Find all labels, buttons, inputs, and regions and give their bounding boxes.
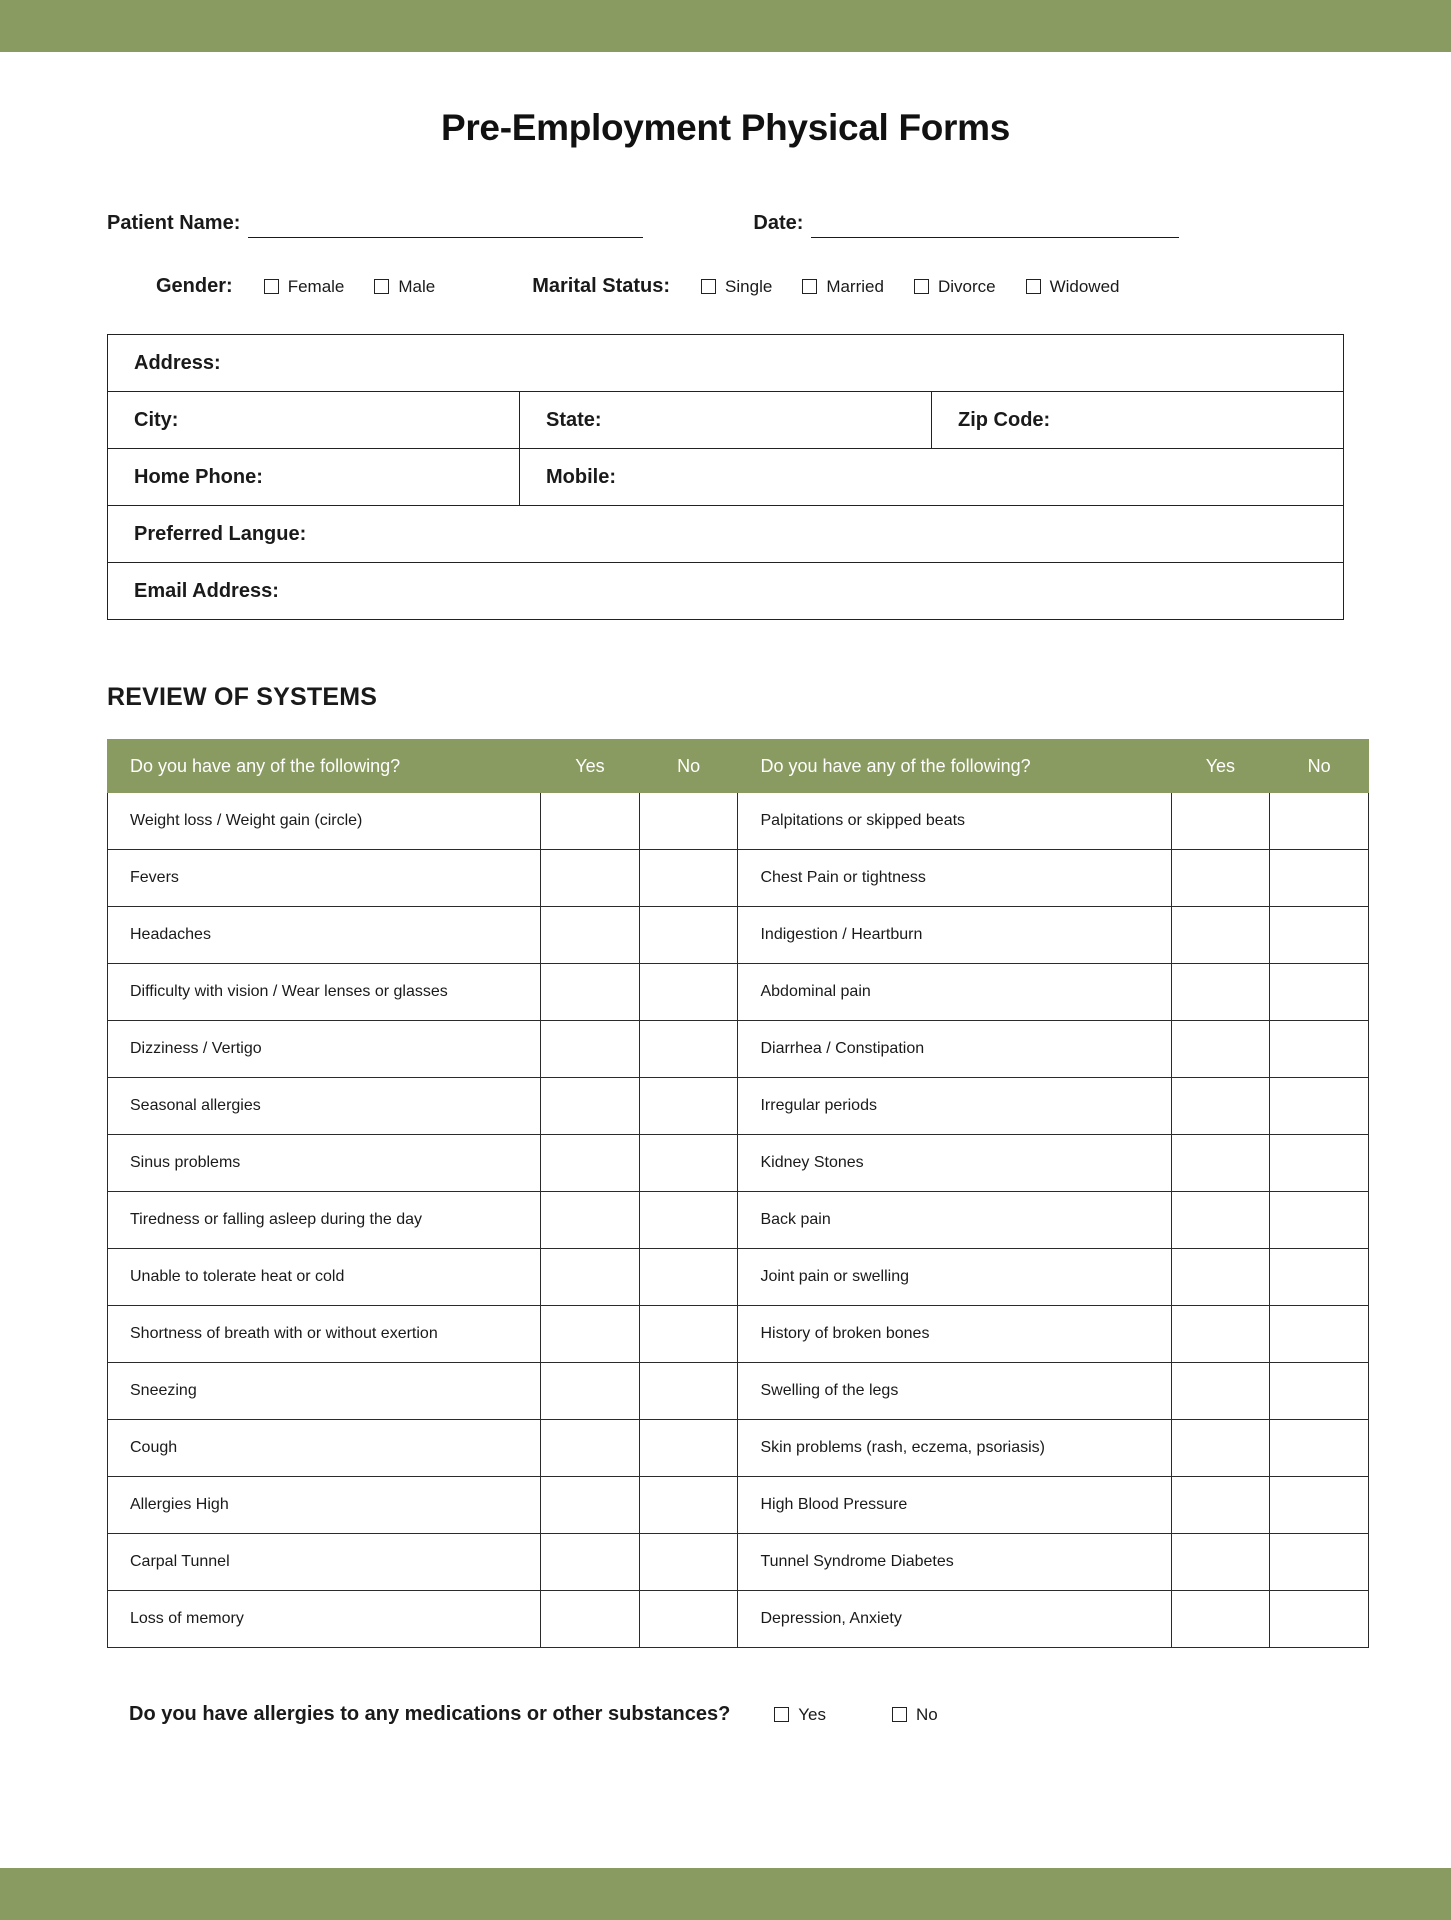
symptom-right-no-cell[interactable] <box>1270 1078 1369 1135</box>
symptom-label-right: Depression, Anxiety <box>738 1591 1171 1648</box>
symptom-right-yes-cell[interactable] <box>1171 1477 1270 1534</box>
symptom-label-left: Dizziness / Vertigo <box>108 1021 541 1078</box>
allergy-option-no[interactable] <box>892 1705 938 1725</box>
allergy-option-yes-label: Yes <box>798 1704 827 1724</box>
symptom-left-no-cell[interactable] <box>639 964 738 1021</box>
symptom-right-yes-cell[interactable] <box>1171 793 1270 850</box>
symptom-right-no-cell[interactable] <box>1270 850 1369 907</box>
table-row <box>108 506 1344 563</box>
checkbox-icon[interactable] <box>264 279 279 294</box>
email-address-cell[interactable]: Email Address: <box>108 563 1344 620</box>
symptom-right-yes-cell[interactable] <box>1171 1021 1270 1078</box>
symptom-label-right: Back pain <box>738 1192 1171 1249</box>
symptom-label-left: Allergies High <box>108 1477 541 1534</box>
symptom-label-left: Shortness of breath with or without exertion <box>108 1306 541 1363</box>
symptom-right-no-cell[interactable] <box>1270 1135 1369 1192</box>
table-row <box>108 563 1344 620</box>
patient-name-label: Patient Name: <box>107 212 241 234</box>
review-table-body <box>108 793 1369 1648</box>
city-cell[interactable]: City: <box>108 392 520 449</box>
allergy-question-row <box>107 1703 1344 1726</box>
symptom-label-right: History of broken bones <box>738 1306 1171 1363</box>
symptom-right-yes-cell[interactable] <box>1171 850 1270 907</box>
form-content <box>0 52 1451 1726</box>
symptom-left-yes-cell[interactable] <box>541 1249 640 1306</box>
symptom-right-no-cell[interactable] <box>1270 1192 1369 1249</box>
header-right-yes: Yes <box>1171 740 1270 793</box>
marital-option-single[interactable] <box>701 277 772 297</box>
checkbox-icon[interactable] <box>774 1707 789 1722</box>
review-table-head <box>108 740 1369 793</box>
table-row <box>108 1249 1369 1306</box>
symptom-label-right: Palpitations or skipped beats <box>738 793 1171 850</box>
table-row <box>108 1363 1369 1420</box>
symptom-right-yes-cell[interactable] <box>1171 964 1270 1021</box>
marital-option-widowed[interactable] <box>1026 277 1120 297</box>
symptom-right-yes-cell[interactable] <box>1171 1306 1270 1363</box>
symptom-right-no-cell[interactable] <box>1270 1534 1369 1591</box>
zip-code-cell[interactable]: Zip Code: <box>932 392 1344 449</box>
table-row <box>108 907 1369 964</box>
symptom-label-left: Fevers <box>108 850 541 907</box>
symptom-left-yes-cell[interactable] <box>541 1306 640 1363</box>
symptom-label-right: Diarrhea / Constipation <box>738 1021 1171 1078</box>
symptom-left-yes-cell[interactable] <box>541 850 640 907</box>
symptom-left-yes-cell[interactable] <box>541 1534 640 1591</box>
symptom-left-yes-cell[interactable] <box>541 1591 640 1648</box>
symptom-label-left: Difficulty with vision / Wear lenses or glasses <box>108 964 541 1021</box>
symptom-label-right: High Blood Pressure <box>738 1477 1171 1534</box>
table-row <box>108 392 1344 449</box>
symptom-right-yes-cell[interactable] <box>1171 1249 1270 1306</box>
marital-option-single-label: Single <box>725 276 773 296</box>
symptom-left-no-cell[interactable] <box>639 1021 738 1078</box>
table-row <box>108 964 1369 1021</box>
date-field[interactable] <box>753 211 1179 238</box>
gender-option-male-label: Male <box>398 276 436 296</box>
symptom-left-no-cell[interactable] <box>639 1192 738 1249</box>
patient-name-input[interactable] <box>248 211 643 238</box>
symptom-label-right: Kidney Stones <box>738 1135 1171 1192</box>
allergy-question-label: Do you have allergies to any medications or other substances? <box>129 1703 731 1725</box>
checkbox-icon[interactable] <box>892 1707 907 1722</box>
symptom-right-no-cell[interactable] <box>1270 1249 1369 1306</box>
marital-option-divorce-label: Divorce <box>937 276 996 296</box>
allergy-option-yes[interactable] <box>774 1705 826 1725</box>
table-row <box>108 1591 1369 1648</box>
symptom-right-yes-cell[interactable] <box>1171 1135 1270 1192</box>
review-of-systems-heading: REVIEW OF SYSTEMS <box>107 683 378 711</box>
symptom-label-left: Sinus problems <box>108 1135 541 1192</box>
marital-option-divorce[interactable] <box>914 277 996 297</box>
top-decorative-band <box>0 0 1451 52</box>
symptom-right-no-cell[interactable] <box>1270 1420 1369 1477</box>
symptom-right-yes-cell[interactable] <box>1171 907 1270 964</box>
allergy-option-no-label: No <box>916 1704 938 1724</box>
symptom-left-yes-cell[interactable] <box>541 1021 640 1078</box>
table-header-row <box>108 740 1369 793</box>
symptom-right-no-cell[interactable] <box>1270 907 1369 964</box>
table-row <box>108 793 1369 850</box>
symptom-label-left: Seasonal allergies <box>108 1078 541 1135</box>
symptom-right-yes-cell[interactable] <box>1171 1534 1270 1591</box>
symptom-left-no-cell[interactable] <box>639 1477 738 1534</box>
marital-option-widowed-label: Widowed <box>1049 276 1120 296</box>
symptom-left-yes-cell[interactable] <box>541 907 640 964</box>
symptom-right-no-cell[interactable] <box>1270 793 1369 850</box>
address-cell[interactable]: Address: <box>108 335 1344 392</box>
symptom-left-yes-cell[interactable] <box>541 1420 640 1477</box>
table-row <box>108 1021 1369 1078</box>
table-row <box>108 1477 1369 1534</box>
table-row <box>108 1534 1369 1591</box>
symptom-right-no-cell[interactable] <box>1270 964 1369 1021</box>
bottom-decorative-band <box>0 1868 1451 1920</box>
symptom-label-right: Joint pain or swelling <box>738 1249 1171 1306</box>
symptom-label-right: Abdominal pain <box>738 964 1171 1021</box>
patient-name-field[interactable] <box>107 211 643 238</box>
symptom-label-left: Cough <box>108 1420 541 1477</box>
symptom-label-right: Skin problems (rash, eczema, psoriasis) <box>738 1420 1171 1477</box>
symptom-right-no-cell[interactable] <box>1270 1363 1369 1420</box>
marital-option-married-label: Married <box>826 276 884 296</box>
table-row <box>108 1420 1369 1477</box>
symptom-label-right: Tunnel Syndrome Diabetes <box>738 1534 1171 1591</box>
gender-option-female[interactable] <box>264 277 345 297</box>
symptom-left-yes-cell[interactable] <box>541 1477 640 1534</box>
symptom-label-right: Swelling of the legs <box>738 1363 1171 1420</box>
symptom-left-no-cell[interactable] <box>639 1249 738 1306</box>
table-row <box>108 850 1369 907</box>
state-cell[interactable]: State: <box>520 392 932 449</box>
symptom-left-yes-cell[interactable] <box>541 793 640 850</box>
symptom-right-no-cell[interactable] <box>1270 1591 1369 1648</box>
gender-marital-row <box>107 275 1344 298</box>
symptom-label-left: Carpal Tunnel <box>108 1534 541 1591</box>
table-row <box>108 449 1344 506</box>
header-left-yes: Yes <box>541 740 640 793</box>
symptom-left-no-cell[interactable] <box>639 1534 738 1591</box>
table-row <box>108 1078 1369 1135</box>
symptom-label-left: Loss of memory <box>108 1591 541 1648</box>
checkbox-icon[interactable] <box>1026 279 1041 294</box>
symptom-right-yes-cell[interactable] <box>1171 1192 1270 1249</box>
symptom-left-yes-cell[interactable] <box>541 1078 640 1135</box>
symptom-left-no-cell[interactable] <box>639 793 738 850</box>
gender-option-female-label: Female <box>287 276 345 296</box>
symptom-left-no-cell[interactable] <box>639 1078 738 1135</box>
review-of-systems-table <box>107 739 1369 1648</box>
checkbox-icon[interactable] <box>802 279 817 294</box>
symptom-label-right: Chest Pain or tightness <box>738 850 1171 907</box>
date-label: Date: <box>753 212 804 234</box>
symptom-left-yes-cell[interactable] <box>541 964 640 1021</box>
header-right-no: No <box>1270 740 1369 793</box>
checkbox-icon[interactable] <box>701 279 716 294</box>
symptom-label-left: Unable to tolerate heat or cold <box>108 1249 541 1306</box>
header-left-no: No <box>639 740 738 793</box>
table-row <box>108 335 1344 392</box>
symptom-left-yes-cell[interactable] <box>541 1192 640 1249</box>
table-row <box>108 1306 1369 1363</box>
checkbox-icon[interactable] <box>914 279 929 294</box>
gender-option-male[interactable] <box>374 277 435 297</box>
mobile-cell[interactable]: Mobile: <box>520 449 1344 506</box>
symptom-label-left: Tiredness or falling asleep during the day <box>108 1192 541 1249</box>
header-left-question: Do you have any of the following? <box>108 740 541 793</box>
symptom-left-no-cell[interactable] <box>639 907 738 964</box>
symptom-left-yes-cell[interactable] <box>541 1363 640 1420</box>
symptom-left-no-cell[interactable] <box>639 1420 738 1477</box>
symptom-left-yes-cell[interactable] <box>541 1135 640 1192</box>
page-title: Pre-Employment Physical Forms <box>440 107 1011 148</box>
symptom-label-right: Indigestion / Heartburn <box>738 907 1171 964</box>
table-row <box>108 1135 1369 1192</box>
contact-info-table <box>107 334 1344 620</box>
symptom-right-yes-cell[interactable] <box>1171 1078 1270 1135</box>
symptom-left-no-cell[interactable] <box>639 1135 738 1192</box>
symptom-right-no-cell[interactable] <box>1270 1021 1369 1078</box>
symptom-label-right: Irregular periods <box>738 1078 1171 1135</box>
symptom-right-yes-cell[interactable] <box>1171 1420 1270 1477</box>
symptom-label-left: Sneezing <box>108 1363 541 1420</box>
patient-name-date-row <box>107 211 1344 238</box>
header-right-question: Do you have any of the following? <box>738 740 1171 793</box>
symptom-left-no-cell[interactable] <box>639 1306 738 1363</box>
symptom-left-no-cell[interactable] <box>639 1363 738 1420</box>
home-phone-cell[interactable]: Home Phone: <box>108 449 520 506</box>
symptom-left-no-cell[interactable] <box>639 1591 738 1648</box>
symptom-right-no-cell[interactable] <box>1270 1306 1369 1363</box>
symptom-right-yes-cell[interactable] <box>1171 1591 1270 1648</box>
symptom-label-left: Weight loss / Weight gain (circle) <box>108 793 541 850</box>
preferred-language-cell[interactable]: Preferred Langue: <box>108 506 1344 563</box>
gender-label: Gender: <box>156 275 233 297</box>
symptom-left-no-cell[interactable] <box>639 850 738 907</box>
checkbox-icon[interactable] <box>374 279 389 294</box>
marital-option-married[interactable] <box>802 277 884 297</box>
symptom-label-left: Headaches <box>108 907 541 964</box>
symptom-right-no-cell[interactable] <box>1270 1477 1369 1534</box>
table-row <box>108 1192 1369 1249</box>
date-input[interactable] <box>811 211 1179 238</box>
symptom-right-yes-cell[interactable] <box>1171 1363 1270 1420</box>
marital-status-label: Marital Status: <box>532 275 671 297</box>
